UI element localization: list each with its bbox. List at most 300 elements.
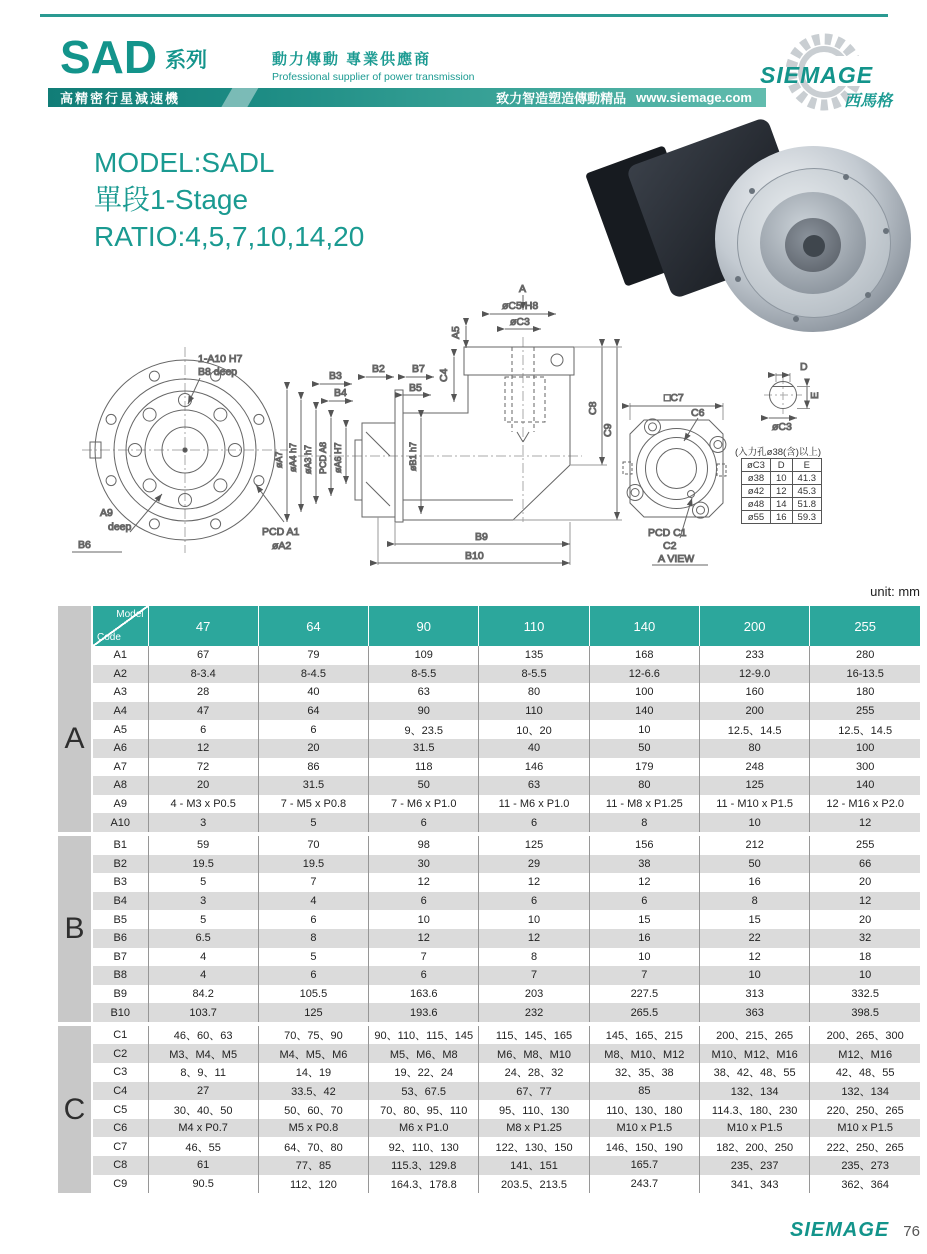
cell-C3-200: 38、42、48、55 bbox=[699, 1063, 809, 1082]
bore-cell: 12 bbox=[770, 485, 792, 498]
cell-C8-255: 235、273 bbox=[810, 1156, 920, 1175]
cell-A10-140: 8 bbox=[589, 813, 699, 834]
corner-cell bbox=[92, 606, 148, 646]
cell-B7-140: 10 bbox=[589, 948, 699, 967]
row-code-B8: B8 bbox=[92, 966, 148, 985]
cell-C6-255: M10 x P1.5 bbox=[810, 1119, 920, 1138]
cell-A5-64: 6 bbox=[258, 720, 368, 739]
label-pcd-a1: PCD A1 bbox=[262, 526, 300, 538]
cell-C6-47: M4 x P0.7 bbox=[148, 1119, 258, 1138]
cell-B10-90: 193.6 bbox=[369, 1003, 479, 1024]
photo-hub-core bbox=[803, 235, 825, 257]
cell-C1-47: 46、60、63 bbox=[148, 1024, 258, 1045]
series-name: SAD bbox=[60, 31, 158, 83]
cell-B10-255: 398.5 bbox=[810, 1003, 920, 1024]
technical-drawing bbox=[50, 282, 920, 597]
cell-A3-110: 80 bbox=[479, 683, 589, 702]
cell-B6-255: 32 bbox=[810, 929, 920, 948]
dim-label-b4: B4 bbox=[334, 387, 347, 399]
table-row-A3 bbox=[58, 683, 920, 702]
dim-label-shaft-c3: øC3 bbox=[772, 421, 792, 433]
cell-A4-90: 90 bbox=[369, 702, 479, 721]
cell-B9-64: 105.5 bbox=[258, 985, 368, 1004]
group-A bbox=[58, 646, 920, 834]
cell-A6-200: 80 bbox=[699, 739, 809, 758]
cell-B8-90: 6 bbox=[369, 966, 479, 985]
cell-B9-255: 332.5 bbox=[810, 985, 920, 1004]
shaft-detail bbox=[764, 361, 821, 433]
tagline-zh: 動力傳動 專業供應商 bbox=[272, 51, 432, 68]
cell-B2-64: 19.5 bbox=[258, 855, 368, 874]
table-row-C5 bbox=[58, 1100, 920, 1119]
row-code-A2: A2 bbox=[92, 665, 148, 684]
table-row-C8 bbox=[58, 1156, 920, 1175]
table-row-B10 bbox=[58, 1003, 920, 1024]
series-title bbox=[60, 31, 208, 83]
table-row-C6 bbox=[58, 1119, 920, 1138]
cell-C4-140: 85 bbox=[589, 1082, 699, 1101]
table-row-B7 bbox=[58, 948, 920, 967]
cell-A6-140: 50 bbox=[589, 739, 699, 758]
cell-C2-47: M3、M4、M5 bbox=[148, 1044, 258, 1063]
group-C bbox=[58, 1024, 920, 1193]
cell-A1-140: 168 bbox=[589, 646, 699, 665]
cell-B4-140: 6 bbox=[589, 892, 699, 911]
photo-bolt bbox=[843, 174, 849, 180]
dim-label-a3: øA3 h7 bbox=[303, 444, 313, 474]
cell-A8-90: 50 bbox=[369, 776, 479, 795]
row-code-A7: A7 bbox=[113, 760, 127, 773]
dim-label-c4: C4 bbox=[438, 368, 450, 382]
table-row-A4 bbox=[58, 702, 920, 721]
group-label-C: C bbox=[58, 1024, 92, 1193]
dim-label-b1: øB1 h7 bbox=[408, 441, 418, 471]
cell-B1-200: 212 bbox=[699, 834, 809, 855]
dim-label-b3: B3 bbox=[329, 370, 342, 382]
cell-B2-255: 66 bbox=[810, 855, 920, 874]
cell-C4-90: 53、67.5 bbox=[369, 1082, 479, 1101]
row-code-A3: A3 bbox=[113, 686, 127, 699]
row-code-C5: C5 bbox=[113, 1103, 128, 1116]
tagline-en: Professional supplier of power transmission bbox=[272, 71, 475, 83]
cell-A10-64: 5 bbox=[258, 813, 368, 834]
cell-A7-200: 248 bbox=[699, 758, 809, 777]
cell-C5-64: 50、60、70 bbox=[258, 1100, 368, 1119]
table-row-C4 bbox=[58, 1082, 920, 1101]
bore-cell: 16 bbox=[770, 511, 792, 524]
label-b8-deep: B8 deep bbox=[198, 366, 238, 378]
cell-A8-110: 63 bbox=[479, 776, 589, 795]
bore-cell: 14 bbox=[770, 498, 792, 511]
cell-A1-255: 280 bbox=[810, 646, 920, 665]
cell-A10-200: 10 bbox=[699, 813, 809, 834]
group-column-header bbox=[58, 606, 92, 646]
bore-cell: ø38 bbox=[742, 472, 771, 485]
cell-B4-200: 8 bbox=[699, 892, 809, 911]
dim-label-b2: B2 bbox=[372, 363, 385, 375]
cell-A7-110: 146 bbox=[479, 758, 589, 777]
model-stage: 單段1-Stage bbox=[94, 183, 249, 215]
bore-cell: 59.3 bbox=[792, 511, 822, 524]
table-row-A7 bbox=[58, 758, 920, 777]
cell-B8-140: 7 bbox=[589, 966, 699, 985]
cell-B1-47: 59 bbox=[148, 834, 258, 855]
bore-row bbox=[742, 472, 822, 485]
cell-A1-47: 67 bbox=[148, 646, 258, 665]
column-header-47: 47 bbox=[148, 606, 258, 646]
cell-B7-255: 18 bbox=[810, 948, 920, 967]
cell-B2-110: 29 bbox=[479, 855, 589, 874]
cell-C7-64: 64、70、80 bbox=[258, 1137, 368, 1156]
cell-C5-255: 220、250、265 bbox=[810, 1100, 920, 1119]
cell-A7-90: 118 bbox=[369, 758, 479, 777]
cell-B6-110: 12 bbox=[479, 929, 589, 948]
cell-A4-255: 255 bbox=[810, 702, 920, 721]
cell-A3-64: 40 bbox=[258, 683, 368, 702]
cell-B4-47: 3 bbox=[148, 892, 258, 911]
cell-A2-64: 8-4.5 bbox=[258, 665, 368, 684]
a-view bbox=[623, 392, 726, 565]
cell-C3-90: 19、22、24 bbox=[369, 1063, 479, 1082]
cell-A5-47: 6 bbox=[148, 720, 258, 739]
cell-C3-64: 14、19 bbox=[258, 1063, 368, 1082]
page-footer bbox=[790, 1219, 920, 1242]
table-row-B4 bbox=[58, 892, 920, 911]
dim-label-b9: B9 bbox=[475, 531, 488, 543]
dim-label-c5: øC5 H8 bbox=[502, 300, 539, 312]
cell-B6-200: 22 bbox=[699, 929, 809, 948]
row-code-A6: A6 bbox=[92, 739, 148, 758]
label-a-view: A VIEW bbox=[658, 553, 695, 565]
top-rule bbox=[40, 14, 888, 17]
bore-cell: 10 bbox=[770, 472, 792, 485]
cell-C7-47: 46、55 bbox=[148, 1137, 258, 1156]
cell-B10-200: 363 bbox=[699, 1003, 809, 1024]
cell-B8-200: 10 bbox=[699, 966, 809, 985]
cell-C1-64: 70、75、90 bbox=[258, 1024, 368, 1045]
cell-B5-200: 15 bbox=[699, 910, 809, 929]
cell-A5-110: 10、20 bbox=[479, 720, 589, 739]
cell-B5-47: 5 bbox=[148, 910, 258, 929]
cell-C9-110: 203.5、213.5 bbox=[479, 1175, 589, 1194]
cell-B5-255: 20 bbox=[810, 910, 920, 929]
cell-B4-64: 4 bbox=[258, 892, 368, 911]
cell-A7-140: 179 bbox=[589, 758, 699, 777]
dim-label-shaft-d: D bbox=[800, 361, 808, 373]
bore-row bbox=[742, 511, 822, 524]
cell-A6-47: 12 bbox=[148, 739, 258, 758]
dim-label-c3: øC3 bbox=[510, 316, 530, 328]
cell-B7-200: 12 bbox=[699, 948, 809, 967]
company-tagline bbox=[272, 48, 475, 83]
cell-C8-64: 77、85 bbox=[258, 1156, 368, 1175]
cell-B1-140: 156 bbox=[589, 834, 699, 855]
table-row-B8 bbox=[58, 966, 920, 985]
cell-C6-64: M5 x P0.8 bbox=[258, 1119, 368, 1138]
header-banner bbox=[48, 88, 766, 107]
cell-A5-140: 10 bbox=[589, 720, 699, 739]
table-row-A1 bbox=[58, 646, 920, 665]
cell-A2-140: 12-6.6 bbox=[589, 665, 699, 684]
row-code-A4: A4 bbox=[92, 702, 148, 721]
table-row-B2 bbox=[58, 855, 920, 874]
cell-B10-110: 232 bbox=[479, 1003, 589, 1024]
bore-cell: ø48 bbox=[742, 498, 771, 511]
cell-B3-140: 12 bbox=[589, 873, 699, 892]
cell-C2-200: M10、M12、M16 bbox=[699, 1044, 809, 1063]
cell-C8-200: 235、237 bbox=[699, 1156, 809, 1175]
row-code-C9: C9 bbox=[113, 1177, 128, 1190]
row-code-A5: A5 bbox=[113, 723, 127, 736]
series-suffix: 系列 bbox=[165, 49, 208, 72]
cell-B10-64: 125 bbox=[258, 1003, 368, 1024]
table-row-C2 bbox=[58, 1044, 920, 1063]
cell-B5-64: 6 bbox=[258, 910, 368, 929]
dim-label-a7: øA7 bbox=[274, 451, 284, 468]
cell-C4-200: 132、134 bbox=[699, 1082, 809, 1101]
group-label-B: B bbox=[58, 834, 92, 1024]
cell-B9-200: 313 bbox=[699, 985, 809, 1004]
dim-label-a6: øA6 H7 bbox=[333, 442, 343, 473]
spec-table-wrap bbox=[58, 606, 920, 1193]
row-code-C3: C3 bbox=[113, 1066, 128, 1079]
cell-A2-110: 8-5.5 bbox=[479, 665, 589, 684]
row-code-C1: C1 bbox=[92, 1024, 148, 1045]
cell-A5-90: 9、23.5 bbox=[369, 720, 479, 739]
bore-cell: 41.3 bbox=[792, 472, 822, 485]
cell-C3-140: 32、35、38 bbox=[589, 1063, 699, 1082]
cell-B10-47: 103.7 bbox=[148, 1003, 258, 1024]
footer-logo: SIEMAGE bbox=[790, 1219, 890, 1241]
logo-wordmark: SIEMAGE bbox=[760, 62, 874, 88]
cell-C3-47: 8、9、11 bbox=[148, 1063, 258, 1082]
table-row-A10 bbox=[58, 813, 920, 834]
photo-bolt bbox=[883, 228, 889, 234]
cell-C9-140: 243.7 bbox=[589, 1175, 699, 1194]
cell-C2-64: M4、M5、M6 bbox=[258, 1044, 368, 1063]
row-code-B5: B5 bbox=[113, 913, 127, 926]
group-B bbox=[58, 834, 920, 1024]
table-row-B6 bbox=[58, 929, 920, 948]
dim-label-b10: B10 bbox=[465, 550, 484, 562]
table-row-B1 bbox=[58, 834, 920, 855]
spec-header-row bbox=[58, 606, 920, 646]
cell-A1-64: 79 bbox=[258, 646, 368, 665]
dim-label-a8: PCD A8 bbox=[318, 441, 328, 474]
cell-B3-200: 16 bbox=[699, 873, 809, 892]
cell-A2-255: 16-13.5 bbox=[810, 665, 920, 684]
cell-B4-90: 6 bbox=[369, 892, 479, 911]
cell-A9-90: 7 - M6 x P1.0 bbox=[369, 795, 479, 814]
label-b6: B6 bbox=[78, 539, 91, 551]
cell-A3-200: 160 bbox=[699, 683, 809, 702]
cell-C1-140: 145、165、215 bbox=[589, 1024, 699, 1045]
column-header-255: 255 bbox=[810, 606, 920, 646]
front-view bbox=[72, 347, 300, 553]
cell-A9-200: 11 - M10 x P1.5 bbox=[699, 795, 809, 814]
column-header-110: 110 bbox=[479, 606, 589, 646]
bore-col-D: D bbox=[770, 459, 792, 472]
label-a2: øA2 bbox=[272, 540, 292, 552]
table-row-C9 bbox=[58, 1175, 920, 1194]
cell-C5-47: 30、40、50 bbox=[148, 1100, 258, 1119]
cell-A8-200: 125 bbox=[699, 776, 809, 795]
cell-B8-255: 10 bbox=[810, 966, 920, 985]
cell-A8-47: 20 bbox=[148, 776, 258, 795]
cell-C8-140: 165.7 bbox=[589, 1156, 699, 1175]
cell-B1-64: 70 bbox=[258, 834, 368, 855]
cell-A4-64: 64 bbox=[258, 702, 368, 721]
dim-label-c8: C8 bbox=[587, 401, 599, 415]
cell-B10-140: 265.5 bbox=[589, 1003, 699, 1024]
cell-C1-110: 115、145、165 bbox=[479, 1024, 589, 1045]
cell-B3-90: 12 bbox=[369, 873, 479, 892]
model-ratio: RATIO:4,5,7,10,14,20 bbox=[94, 220, 365, 252]
cell-C9-64: 112、120 bbox=[258, 1175, 368, 1194]
cell-B9-90: 163.6 bbox=[369, 985, 479, 1004]
cell-A6-255: 100 bbox=[810, 739, 920, 758]
cell-A5-255: 12.5、14.5 bbox=[810, 720, 920, 739]
cell-C7-110: 122、130、150 bbox=[479, 1137, 589, 1156]
cell-A3-140: 100 bbox=[589, 683, 699, 702]
cell-A7-47: 72 bbox=[148, 758, 258, 777]
cell-C5-140: 110、130、180 bbox=[589, 1100, 699, 1119]
unit-label: unit: mm bbox=[870, 584, 920, 599]
cell-C3-255: 42、48、55 bbox=[810, 1063, 920, 1082]
cell-A10-110: 6 bbox=[479, 813, 589, 834]
table-row-B5 bbox=[58, 910, 920, 929]
table-row-C1 bbox=[58, 1024, 920, 1045]
cell-B8-47: 4 bbox=[148, 966, 258, 985]
corner-code-label: Code bbox=[97, 632, 121, 643]
row-code-B1: B1 bbox=[92, 834, 148, 855]
section-view bbox=[274, 283, 622, 565]
label-a10: 1-A10 H7 bbox=[198, 353, 243, 365]
cell-C9-90: 164.3、178.8 bbox=[369, 1175, 479, 1194]
cell-B2-47: 19.5 bbox=[148, 855, 258, 874]
cell-C6-140: M10 x P1.5 bbox=[589, 1119, 699, 1138]
bore-cell: 45.3 bbox=[792, 485, 822, 498]
cell-B6-140: 16 bbox=[589, 929, 699, 948]
cell-A3-255: 180 bbox=[810, 683, 920, 702]
dim-label-b5: B5 bbox=[409, 382, 422, 394]
cell-A10-90: 6 bbox=[369, 813, 479, 834]
table-row-C7 bbox=[58, 1137, 920, 1156]
cell-B1-90: 98 bbox=[369, 834, 479, 855]
cell-C1-90: 90、110、115、145 bbox=[369, 1024, 479, 1045]
cell-C3-110: 24、28、32 bbox=[479, 1063, 589, 1082]
dim-label-c7: □C7 bbox=[664, 392, 684, 404]
cell-B2-140: 38 bbox=[589, 855, 699, 874]
cell-A10-255: 12 bbox=[810, 813, 920, 834]
row-code-C6: C6 bbox=[92, 1119, 148, 1138]
row-code-A1: A1 bbox=[113, 649, 127, 662]
cell-C6-200: M10 x P1.5 bbox=[699, 1119, 809, 1138]
cell-C6-90: M6 x P1.0 bbox=[369, 1119, 479, 1138]
cell-C2-90: M5、M6、M8 bbox=[369, 1044, 479, 1063]
input-bore-note: (入力孔ø38(含)以上) bbox=[735, 447, 822, 458]
cell-B9-47: 84.2 bbox=[148, 985, 258, 1004]
cell-A7-255: 300 bbox=[810, 758, 920, 777]
cell-A8-255: 140 bbox=[810, 776, 920, 795]
cell-C2-140: M8、M10、M12 bbox=[589, 1044, 699, 1063]
cell-A1-200: 233 bbox=[699, 646, 809, 665]
cell-A10-47: 3 bbox=[148, 813, 258, 834]
cell-C9-255: 362、364 bbox=[810, 1175, 920, 1194]
label-pcd-c1: PCD C1 bbox=[648, 527, 687, 539]
cell-B6-64: 8 bbox=[258, 929, 368, 948]
cell-A8-140: 80 bbox=[589, 776, 699, 795]
column-header-140: 140 bbox=[589, 606, 699, 646]
cell-B5-110: 10 bbox=[479, 910, 589, 929]
cell-B1-255: 255 bbox=[810, 834, 920, 855]
banner-slogan: 致力智造塑造傳動精品 bbox=[496, 91, 627, 106]
cell-C4-110: 67、77 bbox=[479, 1082, 589, 1101]
table-row-A2 bbox=[58, 665, 920, 684]
dim-label-c6: C6 bbox=[691, 407, 705, 419]
cell-B4-110: 6 bbox=[479, 892, 589, 911]
company-logo bbox=[758, 26, 922, 118]
bore-col-øC3: øC3 bbox=[742, 459, 771, 472]
table-row-C3 bbox=[58, 1063, 920, 1082]
dim-label-b7: B7 bbox=[412, 363, 425, 375]
cell-B8-64: 6 bbox=[258, 966, 368, 985]
cell-C5-200: 114.3、180、230 bbox=[699, 1100, 809, 1119]
column-header-64: 64 bbox=[258, 606, 368, 646]
cell-B5-90: 10 bbox=[369, 910, 479, 929]
cell-C9-200: 341、343 bbox=[699, 1175, 809, 1194]
label-c2: C2 bbox=[663, 540, 677, 552]
cell-C5-90: 70、80、95、110 bbox=[369, 1100, 479, 1119]
cell-A4-47: 47 bbox=[148, 702, 258, 721]
cell-A1-90: 109 bbox=[369, 646, 479, 665]
cell-C7-90: 92、110、130 bbox=[369, 1137, 479, 1156]
banner-url: www.siemage.com bbox=[636, 90, 752, 105]
cell-A2-47: 8-3.4 bbox=[148, 665, 258, 684]
label-a9: A9 bbox=[100, 507, 113, 519]
group-label-A: A bbox=[58, 646, 92, 834]
cell-C4-47: 27 bbox=[148, 1082, 258, 1101]
cell-C5-110: 95、110、130 bbox=[479, 1100, 589, 1119]
row-code-B4: B4 bbox=[92, 892, 148, 911]
table-row-A5 bbox=[58, 720, 920, 739]
cell-C6-110: M8 x P1.25 bbox=[479, 1119, 589, 1138]
cell-A6-110: 40 bbox=[479, 739, 589, 758]
table-row-A8 bbox=[58, 776, 920, 795]
cell-B2-200: 50 bbox=[699, 855, 809, 874]
bore-cell: 51.8 bbox=[792, 498, 822, 511]
dim-label-shaft-e: E bbox=[809, 391, 821, 399]
bore-cell: ø55 bbox=[742, 511, 771, 524]
cell-B9-110: 203 bbox=[479, 985, 589, 1004]
cell-C4-255: 132、134 bbox=[810, 1082, 920, 1101]
cell-C8-110: 141、151 bbox=[479, 1156, 589, 1175]
cell-A5-200: 12.5、14.5 bbox=[699, 720, 809, 739]
input-bore-table bbox=[741, 458, 822, 524]
cell-A7-64: 86 bbox=[258, 758, 368, 777]
cell-C7-200: 182、200、250 bbox=[699, 1137, 809, 1156]
cell-A6-90: 31.5 bbox=[369, 739, 479, 758]
row-code-A9: A9 bbox=[113, 798, 127, 811]
cell-A2-200: 12-9.0 bbox=[699, 665, 809, 684]
dim-label-a4: øA4 h7 bbox=[288, 442, 298, 472]
cell-B8-110: 7 bbox=[479, 966, 589, 985]
row-code-B6: B6 bbox=[92, 929, 148, 948]
cell-C7-140: 146、150、190 bbox=[589, 1137, 699, 1156]
table-row-B3 bbox=[58, 873, 920, 892]
row-code-C2: C2 bbox=[92, 1044, 148, 1063]
cell-B1-110: 125 bbox=[479, 834, 589, 855]
